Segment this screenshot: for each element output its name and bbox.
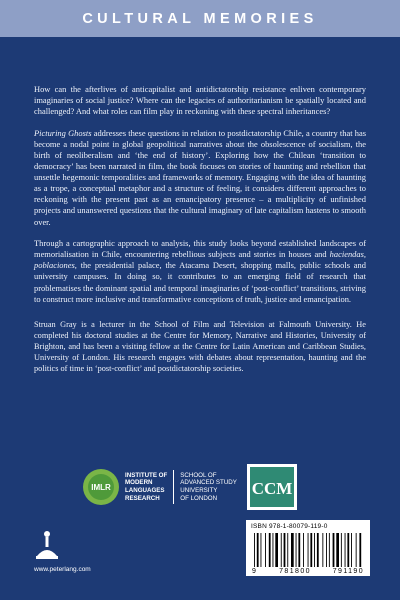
barcode-bar [291, 533, 294, 567]
cmm-mark-text: CCM [251, 479, 293, 498]
imlr-line-3: LANGUAGES [125, 487, 165, 494]
sas-line-4: OF LONDON [180, 494, 218, 502]
barcode-bar [356, 533, 357, 567]
imlr-line-1: INSTITUTE OF [125, 471, 168, 479]
barcode-bar [275, 533, 278, 567]
barcode-bar [336, 533, 339, 567]
barcode-digit-group-2: 781800 [279, 568, 311, 575]
barcode-bar [359, 533, 361, 567]
peter-lang-logo [34, 530, 60, 560]
imlr-line-4: RESEARCH [125, 494, 160, 502]
sas-line-2: ADVANCED STUDY [180, 479, 237, 487]
barcode-bar [303, 533, 304, 567]
blurb-paragraph-3 [34, 238, 366, 305]
imlr-mark-text: IMLR [91, 483, 111, 492]
blurb-paragraph-3-text-a: Through a cartographic approach to analysis, this study looks beyond established landscapes of memorialisation in Chile, encountering rebellious subjects and stories in houses and [34, 238, 366, 260]
blurb-paragraph-2 [34, 128, 366, 228]
barcode-bar [296, 533, 297, 567]
barcode-bar [298, 533, 300, 567]
blurb-paragraph-2-text: addresses these questions in relation to postdictatorship Chile, a country that has become a nodal point in global geopolitical narratives about the obsolescence of socialism, the birth of neoliberalism and ‘the end of history’. Exploring how the Chilean ‘transition to democracy’ has been narrated in film, the book focuses on stories of haunting and rebellion that unsettle hegemonic temporalities and frameworks of memory. Engaging with the idea of haunting as a trope, a conceptual metaphor and a structure of feeling, it considers different approaches to reckoning with the present past as an emancipatory presence – a multiplicity of unfinished projects and unanswered questions that the cultural imaginary of late capitalism hastens to smooth over. [34, 127, 366, 227]
barcode-bar [308, 533, 309, 567]
barcode-bar [322, 533, 323, 567]
barcode-bar [257, 533, 259, 567]
barcode-digits [252, 568, 364, 575]
barcode-digit-group-3: 791190 [332, 568, 364, 575]
barcode-bar [341, 533, 342, 567]
blurb [34, 84, 366, 385]
series-band [0, 0, 400, 37]
barcode-bar [281, 533, 282, 567]
barcode-bar [317, 533, 319, 567]
institution-logos [82, 464, 297, 510]
blurb-paragraph-1: How can the afterlives of anticapitalist and antidictatorship resistance enliven contemporary imaginaries of social justice? Where can the legacies of authoritarianism be spatially located and challenged? And what roles can film play in reckoning with these spectral inheritances? [34, 84, 366, 117]
barcode-bar [345, 533, 346, 567]
barcode-bar [269, 533, 271, 567]
barcode-bar [347, 533, 349, 567]
series-title: CULTURAL MEMORIES [82, 10, 318, 27]
imlr-line-2: MODERN [125, 479, 153, 487]
centre-for-memory-logo [247, 464, 297, 510]
barcode-bar [265, 533, 266, 567]
barcode [252, 533, 364, 567]
imlr-logo-icon [82, 468, 120, 506]
isbn-barcode-box [246, 520, 370, 576]
cmm-logo-icon [250, 467, 294, 507]
barcode-digit-group-1: 9 [252, 568, 258, 575]
barcode-bar [254, 533, 255, 567]
author-bio: Struan Gray is a lecturer in the School of Film and Television at Falmouth University. He completed his doctoral studies at the Centre for Memory, Narrative and Histories, University of Brighton, and has been a visiting fellow at the Centre for Latin American and Caribbean Studies, University of London. His research engages with debates about representation, haunting and the politics of time in ‘post-conflict’ and postdictatorship societies. [34, 319, 366, 374]
sas-line-3: UNIVERSITY [180, 487, 218, 494]
logo-divider [173, 470, 174, 504]
barcode-bar [329, 533, 330, 567]
imlr-name [125, 472, 167, 502]
isbn-label: ISBN 978-1-80079-119-0 [251, 523, 328, 530]
barcode-bar [273, 533, 274, 567]
blurb-paragraph-3-italic: haciendas, poblaciones [34, 249, 366, 271]
barcode-bar [261, 533, 262, 567]
barcode-bar [333, 533, 335, 567]
barcode-bar [326, 533, 327, 567]
sas-name [180, 472, 237, 502]
barcode-bar [351, 533, 352, 567]
sas-line-1: SCHOOL OF [180, 471, 217, 479]
publisher-website: www.peterlang.com [34, 566, 91, 573]
blurb-paragraph-3-text-b: , the presidential palace, the Atacama Desert, shopping malls, public schools and university campuses. In doing so, it contributes to an emerging field of research that problematises the dominant spatial and temporal imaginaries of ‘post-conflict’ transitions, striving to construct more inclusive and transformative conceptions of truth, justice and emancipation. [34, 260, 366, 304]
barcode-bar [284, 533, 286, 567]
book-title-italic: Picturing Ghosts [34, 127, 92, 138]
barcode-bar [310, 533, 312, 567]
barcode-bar [287, 533, 288, 567]
barcode-bar [314, 533, 315, 567]
